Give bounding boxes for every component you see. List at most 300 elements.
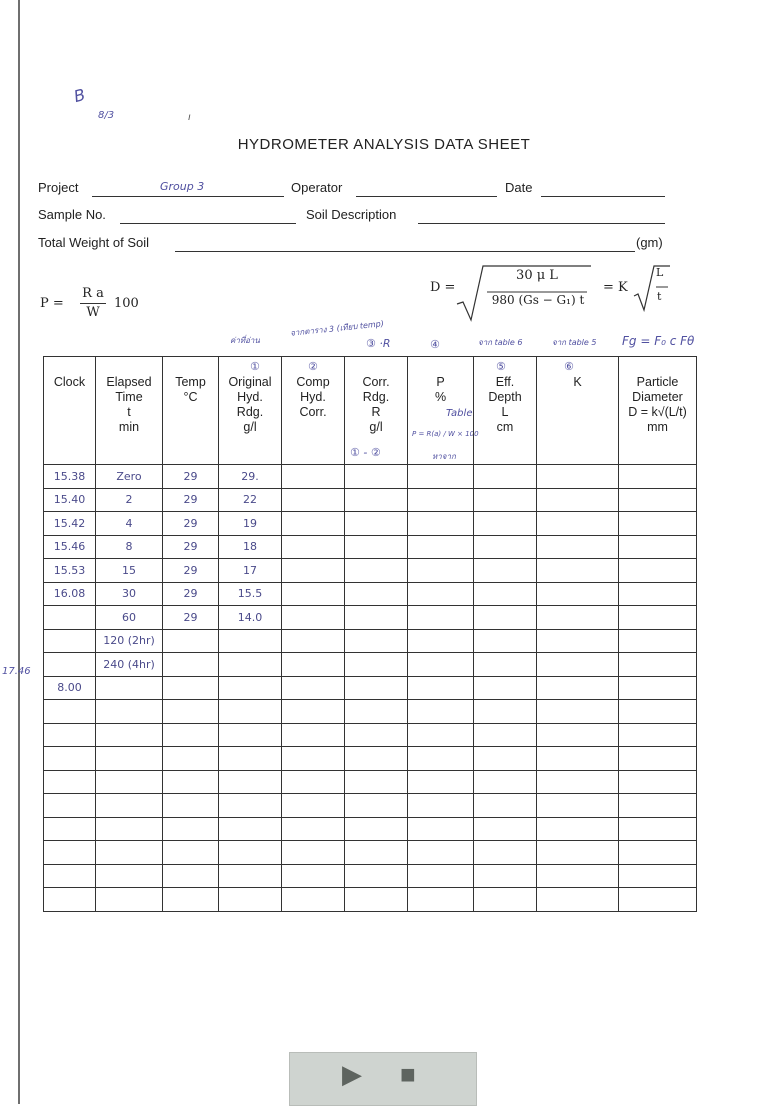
table-cell [219,676,282,700]
table-cell [345,606,408,630]
table-cell [163,841,219,865]
table-row [44,629,697,653]
column-header-line: K [573,375,582,389]
table-cell [282,653,345,677]
column-header-line: Particle [636,375,679,389]
column-header-line: min [118,420,140,434]
table-cell [537,535,619,559]
p-formula-numerator: R a [82,286,104,301]
table-cell [537,770,619,794]
table-cell [474,747,537,771]
table-cell: 15.5 [219,582,282,606]
table-cell [474,653,537,677]
table-cell [44,723,96,747]
table-cell [282,629,345,653]
table-cell [408,535,474,559]
table-cell [537,653,619,677]
column-header-line: Elapsed [106,375,152,389]
table-cell [219,723,282,747]
table-cell [282,512,345,536]
bookmark-icon: ■ [400,1059,416,1089]
table-cell [537,582,619,606]
column-header-line: P [436,375,445,389]
table-cell [345,700,408,724]
table-cell [44,888,96,912]
table-cell [44,653,96,677]
table-cell [345,653,408,677]
table-cell [345,817,408,841]
table-cell [44,770,96,794]
table-cell: 15.40 [44,488,96,512]
circle-comp: ② [308,360,318,373]
d-formula-small-radical [632,262,672,314]
table-cell [619,676,697,700]
table-cell [96,700,163,724]
table-cell: 8.00 [44,676,96,700]
d-formula-denominator: 980 (Gs − G₁) t [491,293,585,307]
table-cell [474,841,537,865]
table-cell: 4 [96,512,163,536]
table-cell [345,888,408,912]
table-cell: 29 [163,465,219,489]
table-row [44,817,697,841]
column-header-5 [345,357,408,465]
table-cell [537,841,619,865]
page-title: HYDROMETER ANALYSIS DATA SHEET [237,136,531,153]
column-header-9 [619,357,697,465]
column-header-line: Diameter [632,390,683,404]
table-cell [408,864,474,888]
table-cell [619,817,697,841]
table-cell: 240 (4hr) [96,653,163,677]
table-cell [408,465,474,489]
table-cell: 2 [96,488,163,512]
table-cell [345,465,408,489]
p-formula-lhs: P = [40,296,64,311]
table-cell [163,747,219,771]
annotation-p: ④ [430,338,440,351]
table-cell [96,770,163,794]
table-cell [44,629,96,653]
column-header-line: Depth [488,390,522,404]
table-cell [219,794,282,818]
table-cell: 120 (2hr) [96,629,163,653]
table-cell [619,841,697,865]
column-header-line: g/l [369,420,383,434]
table-cell [537,817,619,841]
margin-note-fraction: 8/3 [98,110,115,121]
table-cell [474,606,537,630]
column-header-line: Clock [53,375,86,389]
column-header-line: Hyd. [300,390,326,404]
circle-eff: ⑤ [496,360,506,373]
table-cell [96,841,163,865]
table-cell [474,700,537,724]
table-row [44,747,697,771]
column-header-line: Corr. [299,405,327,419]
table-row [44,841,697,865]
table-cell [282,770,345,794]
table-cell [219,770,282,794]
table-cell [619,723,697,747]
table-cell [408,676,474,700]
table-cell [96,817,163,841]
table-row [44,676,697,700]
column-header-line: mm [647,420,668,434]
table-cell [282,559,345,583]
column-header-line: cm [496,420,514,434]
column-header-line: R [371,405,381,419]
table-cell [96,888,163,912]
table-cell [474,794,537,818]
table-cell [282,864,345,888]
table-cell [44,794,96,818]
table-cell: 8 [96,535,163,559]
corr-note: ① - ② [350,446,381,459]
column-header-8 [537,357,619,465]
table-cell [219,817,282,841]
table-cell [619,864,697,888]
table-body [44,465,697,912]
table-row [44,864,697,888]
table-cell [408,559,474,583]
table-cell [282,582,345,606]
table-cell [163,770,219,794]
table-cell: 15.42 [44,512,96,536]
table-cell [408,747,474,771]
table-cell [163,864,219,888]
sample-label: Sample No. [38,207,106,222]
column-header-4 [282,357,345,465]
table-cell: 17 [219,559,282,583]
table-cell [619,888,697,912]
column-header-line: Eff. [495,375,515,389]
table-cell [282,488,345,512]
column-header-2 [163,357,219,465]
table-cell [537,864,619,888]
table-cell [282,700,345,724]
table-cell [219,629,282,653]
table-cell [345,559,408,583]
table-cell: 14.0 [219,606,282,630]
column-header-line: Corr. [362,375,390,389]
table-cell [345,864,408,888]
table-cell [345,582,408,606]
table-cell [537,723,619,747]
table-cell [408,888,474,912]
project-line [92,196,284,197]
table-cell: 29 [163,582,219,606]
table-cell [537,676,619,700]
table-cell [408,817,474,841]
d-formula-numerator: 30 μ L [516,268,558,283]
table-cell [537,559,619,583]
table-row [44,512,697,536]
column-header-0 [44,357,96,465]
table-row [44,770,697,794]
table-cell [282,606,345,630]
column-header-line: Temp [175,375,206,389]
sample-line [120,223,296,224]
soil-description-label: Soil Description [306,207,397,222]
operator-label: Operator [291,180,343,195]
table-cell: 30 [96,582,163,606]
table-cell [537,488,619,512]
table-cell [163,817,219,841]
table-cell [474,676,537,700]
table-cell [219,653,282,677]
table-cell [282,888,345,912]
left-margin-note: 17.46 [2,666,31,677]
table-cell [282,723,345,747]
table-cell [44,700,96,724]
table-cell [619,559,697,583]
table-cell [537,512,619,536]
table-cell [408,794,474,818]
table-cell [474,582,537,606]
table-row [44,888,697,912]
p-formula-denominator: W [86,305,100,320]
table-cell [282,676,345,700]
table-cell: 15 [96,559,163,583]
table-cell [474,629,537,653]
table-cell: 29 [163,606,219,630]
p-note-formula: P = R(a) / W × 100 [412,430,479,438]
table-cell [163,888,219,912]
table-cell [163,676,219,700]
scanner-tab [289,1052,477,1106]
column-header-1 [96,357,163,465]
table-cell [282,535,345,559]
table-cell [619,535,697,559]
table-cell [96,723,163,747]
soil-description-line [418,223,665,224]
table-cell [408,653,474,677]
total-weight-unit: (gm) [636,235,663,250]
table-cell [474,723,537,747]
table-cell: 15.53 [44,559,96,583]
table-cell [163,700,219,724]
play-icon: ▶ [342,1059,362,1089]
table-row [44,535,697,559]
table-cell [282,817,345,841]
table-cell [408,512,474,536]
column-header-line: Rdg. [362,390,390,404]
hydrometer-table [43,356,697,912]
table-cell [537,747,619,771]
table-cell [619,747,697,771]
table-cell [408,841,474,865]
table-cell: 29 [163,535,219,559]
table-cell: 60 [96,606,163,630]
table-cell [345,488,408,512]
column-header-7 [474,357,537,465]
table-cell [44,841,96,865]
p-formula-factor: 100 [114,296,139,311]
column-header-3 [219,357,282,465]
column-header-line: g/l [243,420,257,434]
table-cell [474,770,537,794]
table-cell [474,535,537,559]
table-cell [44,864,96,888]
table-cell [219,864,282,888]
annotation-corr: ③ ·R [366,337,391,350]
column-header-line: Comp [296,375,330,389]
table-cell [619,488,697,512]
annotation-comp: จากตาราง 3 (เทียบ temp) [289,319,385,338]
table-cell [619,465,697,489]
table-cell [619,629,697,653]
table-cell [282,465,345,489]
operator-line [356,196,497,197]
table-cell [537,629,619,653]
table-cell [408,723,474,747]
table-cell [96,747,163,771]
table-cell [408,582,474,606]
column-header-line: Time [115,390,143,404]
p-note-sub: หาจาก [432,452,456,461]
table-cell [537,465,619,489]
column-header-line: D = k√(L/t) [628,405,687,419]
table-cell [408,606,474,630]
column-header-line: Original [228,375,272,389]
table-cell [282,841,345,865]
annotation-eff: จาก table 6 [478,338,523,347]
table-cell [282,794,345,818]
table-cell [537,794,619,818]
total-weight-label: Total Weight of Soil [38,235,150,250]
table-cell [619,512,697,536]
table-header-row [44,357,697,465]
table-cell [163,653,219,677]
page-edge [18,0,20,1104]
table-cell [537,700,619,724]
table-row [44,653,697,677]
d-formula-sqrt-numerator: L [656,266,664,279]
table-cell: 18 [219,535,282,559]
table-cell [619,582,697,606]
project-label: Project [38,180,79,195]
table-cell [537,888,619,912]
project-value: Group 3 [160,180,205,193]
margin-note-b: B [71,84,88,107]
table-cell [163,794,219,818]
date-label: Date [505,180,533,195]
annotation-k: จาก table 5 [552,338,597,347]
table-cell [219,841,282,865]
table-row [44,723,697,747]
table-cell [408,770,474,794]
table-cell [96,676,163,700]
table-cell [96,794,163,818]
table-cell [96,864,163,888]
table-cell: 29 [163,512,219,536]
table-cell [345,629,408,653]
table-cell: 15.38 [44,465,96,489]
table-cell [345,770,408,794]
table-row [44,582,697,606]
table-cell [345,676,408,700]
table-cell [44,606,96,630]
column-header-line: °C [183,390,198,404]
table-cell [619,700,697,724]
table-cell: 16.08 [44,582,96,606]
table-cell [345,723,408,747]
table-cell [345,512,408,536]
table-row [44,465,697,489]
table-cell [408,629,474,653]
table-cell [163,629,219,653]
table-cell [474,488,537,512]
d-formula-sqrt-denominator: t [657,290,662,303]
table-cell: 15.46 [44,535,96,559]
d-formula-equals-k: = K [603,280,628,295]
table-cell: 29 [163,559,219,583]
table-cell [44,817,96,841]
table-row [44,488,697,512]
date-line [541,196,665,197]
table-cell [219,888,282,912]
table-cell [408,488,474,512]
d-formula-lhs: D = [430,280,456,295]
table-cell [474,864,537,888]
table-row [44,794,697,818]
p-formula-bar [80,303,106,304]
table-cell: 29. [219,465,282,489]
table-cell [345,747,408,771]
table-row [44,559,697,583]
table-cell [474,817,537,841]
table-cell [474,888,537,912]
column-header-6 [408,357,474,465]
table-cell [44,747,96,771]
table-cell: 29 [163,488,219,512]
table-cell [619,794,697,818]
table-cell [163,723,219,747]
total-weight-line [175,251,635,252]
circle-original: ① [250,360,260,373]
table-cell [282,747,345,771]
column-header-line: L [501,405,509,419]
table-cell [619,606,697,630]
table-cell [219,700,282,724]
table-cell [619,770,697,794]
table-cell [474,465,537,489]
table-cell: 19 [219,512,282,536]
table-cell [474,512,537,536]
column-header-line: Hyd. [237,390,263,404]
table-cell: Zero [96,465,163,489]
table-cell [345,841,408,865]
table-row [44,700,697,724]
table-cell [345,794,408,818]
table-cell [408,700,474,724]
table-cell [619,653,697,677]
table-cell [219,747,282,771]
column-header-line: Rdg. [236,405,264,419]
p-note-table: Table [446,408,473,419]
margin-tick: ı [188,112,191,123]
annotation-diameter: Fg = F₀ c Fθ [622,334,695,348]
annotation-original: ค่าที่อ่าน [230,336,260,345]
table-cell: 22 [219,488,282,512]
table-cell [537,606,619,630]
column-header-line: t [127,405,131,419]
circle-k: ⑥ [564,360,574,373]
column-header-line: % [434,390,447,404]
table-row [44,606,697,630]
table-cell [474,559,537,583]
